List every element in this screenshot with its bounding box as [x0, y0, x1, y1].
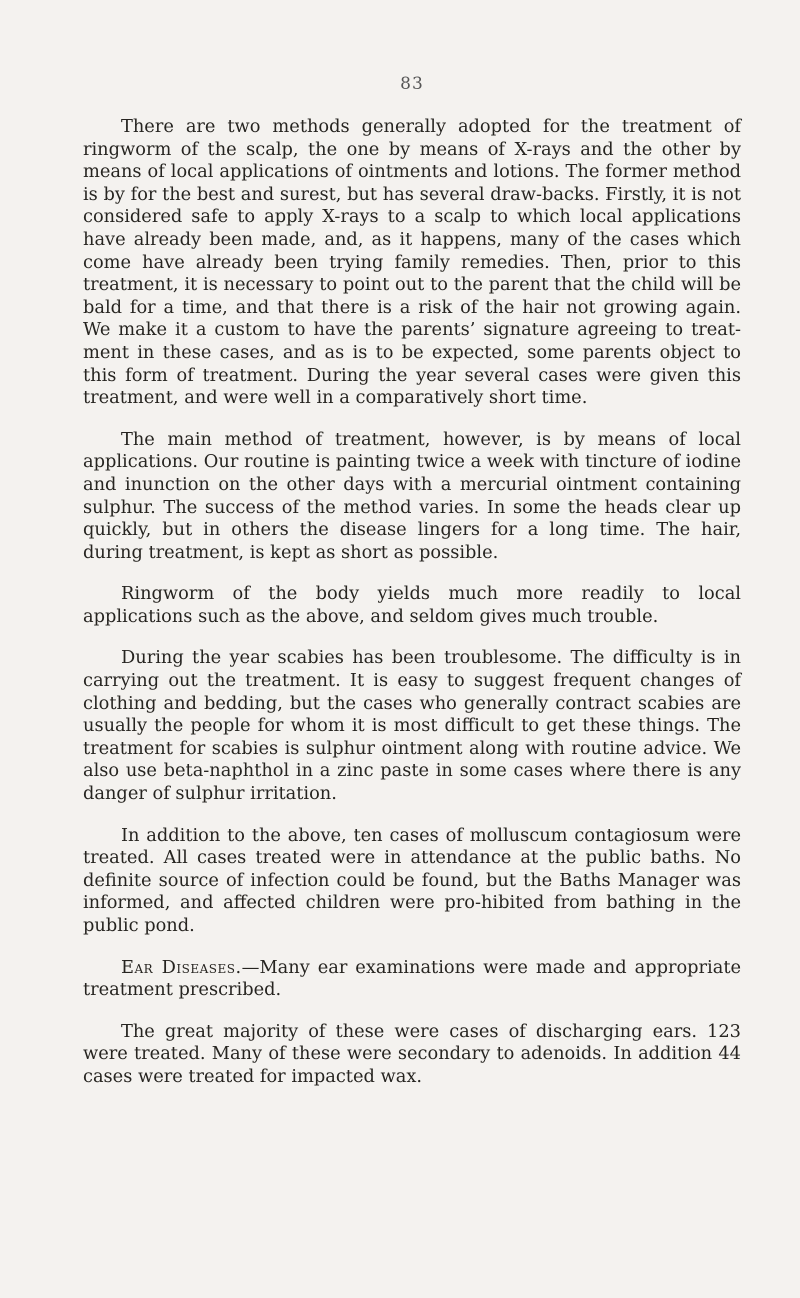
page-number: 83 — [400, 74, 424, 94]
paragraph-ringworm-scalp-methods: There are two methods generally adopted for the treatment of ringworm of the scalp, the one by means of X-rays and the other by means of local applications of ointments and lotions. The former method is by for the best and surest, but has several draw-backs. Firstly, it is not considered safe to apply X-rays to a scalp to which local applications have already been made, and, as it happens, many of the cases which come have already been trying family remedies. Then, prior to this treatment, it is necessary to point out to the parent that the child will be bald for a time, and that there is a risk of the hair not growing again. We make it a custom to have the parents’ signature agreeing to treat-ment in these cases, and as is to be expected, some parents object to this form of treatment. During the year several cases were given this treatment, and were well in a comparatively short time. — [83, 116, 741, 409]
section-heading-ear-diseases: Ear Diseases. — [121, 956, 242, 978]
paragraph-local-applications: The main method of treatment, however, is by means of local applications. Our routine is painting twice a week with tincture of iodine and inunction on the other days with a mercurial ointment containing sulphur. The success of the method varies. In some the heads clear up quickly, but in others the disease lingers for a long time. The hair, during treatment, is kept as short as possible. — [83, 428, 741, 563]
paragraph-molluscum: In addition to the above, ten cases of molluscum contagiosum were treated. All cases treated were in attendance at the public baths. No definite source of infection could be found, but the Baths Manager was informed, and affected children were pro-hibited from bathing in the public pond. — [83, 824, 741, 936]
paragraph-ear-diseases — [83, 957, 741, 1002]
ear-diseases-text: —Many ear examinations were made and appropriate treatment prescribed. — [83, 956, 741, 1001]
body-text — [83, 116, 741, 1108]
paragraph-scabies: During the year scabies has been troublesome. The difficulty is in carrying out the treatment. It is easy to suggest frequent changes of clothing and bedding, but the cases who generally contract scabies are usually the people for whom it is most difficult to get these things. The treatment for scabies is sulphur ointment along with routine advice. We also use beta-naphthol in a zinc paste in some cases where there is any danger of sulphur irritation. — [83, 647, 741, 805]
paragraph-ringworm-body: Ringworm of the body yields much more readily to local applications such as the above, and seldom gives much trouble. — [83, 583, 741, 627]
paragraph-discharging-ears: The great majority of these were cases of discharging ears. 123 were treated. Many of these were secondary to adenoids. In addition 44 cases were treated for impacted wax. — [83, 1020, 741, 1087]
